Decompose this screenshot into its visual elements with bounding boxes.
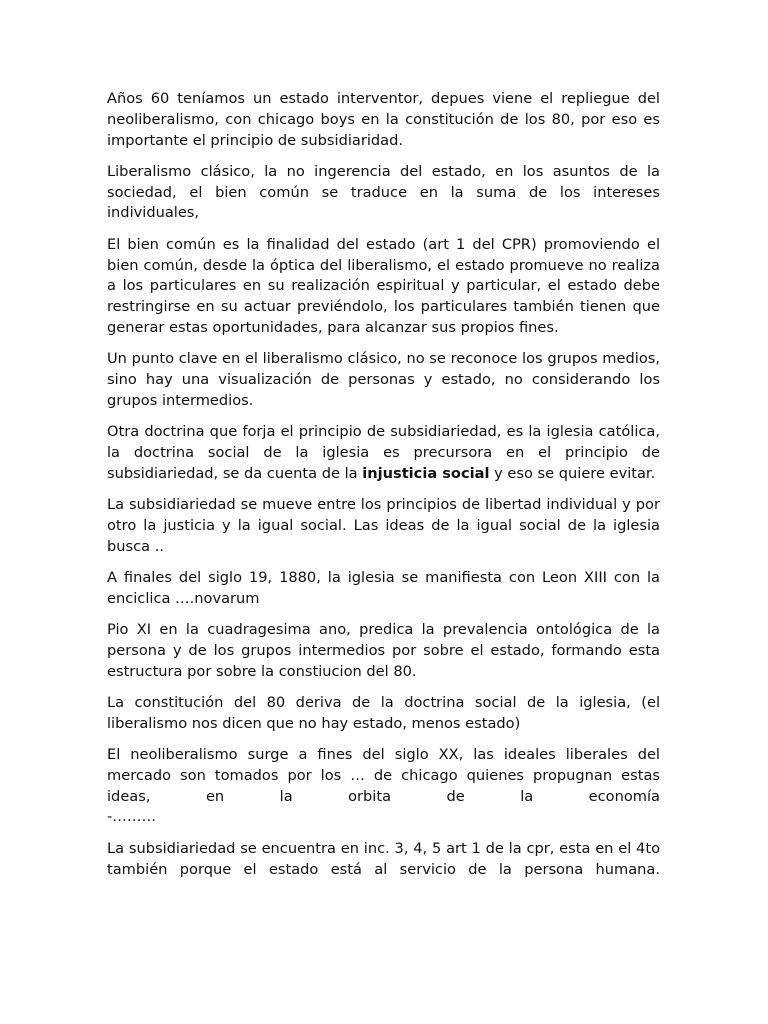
document-body [107, 89, 660, 891]
bold-phrase-injusticia-social: injusticia social [362, 464, 490, 482]
paragraph-6: La subsidiariedad se mueve entre los principios de libertad individual y por otro la justicia y la igual social. Las ideas de la igual social de la iglesia busca .. [107, 496, 660, 555]
paragraph-2: Liberalismo clásico, la no ingerencia del estado, en los asuntos de la sociedad, el bien común se traduce en la suma de los intereses individuales, [107, 162, 660, 222]
paragraph-9: La constitución del 80 deriva de la doctrina social de la iglesia, (el liberalismo nos dicen que no hay estado, menos estado) [107, 693, 660, 732]
paragraph-5-text-after: y eso se quiere evitar. [489, 464, 656, 482]
paragraph-10 [107, 745, 660, 828]
paragraph-10-tail: -……… [107, 808, 157, 826]
paragraph-7: A finales del siglo 19, 1880, la iglesia se manifiesta con Leon XIII con la enciclica ….novarum [107, 568, 660, 607]
paragraph-4: Un punto clave en el liberalismo clásico, no se reconoce los grupos medios, sino hay una visualización de personas y estado, no considerando los grupos intermedios. [107, 350, 660, 409]
paragraph-8: Pio XI en la cuadragesima ano, predica la prevalencia ontológica de la persona y de los grupos intermedios por sobre el estado, formando esta estructura por sobre la constiucion del 80. [107, 621, 660, 680]
paragraph-5-text-before: Otra doctrina que forja el principio de subsidiariedad, es la iglesia católica, la doctrina social de la iglesia es precursora en el principio de subsidiariedad, se da cuenta de la [107, 423, 660, 482]
paragraph-11: La subsidiariedad se encuentra en inc. 3, 4, 5 art 1 de la cpr, esta en el 4to también porque el estado está al servicio de la persona humana. [107, 839, 660, 878]
paragraph-10-main: El neoliberalismo surge a fines del siglo XX, las ideales liberales del mercado son tomados por los … de chicago quienes propugnan estas ideas, en la orbita de la economía [107, 746, 660, 805]
paragraph-5 [107, 422, 660, 484]
paragraph-1: Años 60 teníamos un estado interventor, depues viene el repliegue del neoliberalismo, con chicago boys en la constitución de los 80, por eso es importante el principio de subsidiaridad. [107, 90, 660, 149]
paragraph-3: El bien común es la finalidad del estado (art 1 del CPR) promoviendo el bien común, desde la óptica del liberalismo, el estado promueve no realiza a los particulares en su realización espiritual y particular, el estado debe restringirse en su actuar previéndolo, los particulares también tienen que generar estas oportunidades, para alcanzar sus propios fines. [107, 235, 660, 336]
